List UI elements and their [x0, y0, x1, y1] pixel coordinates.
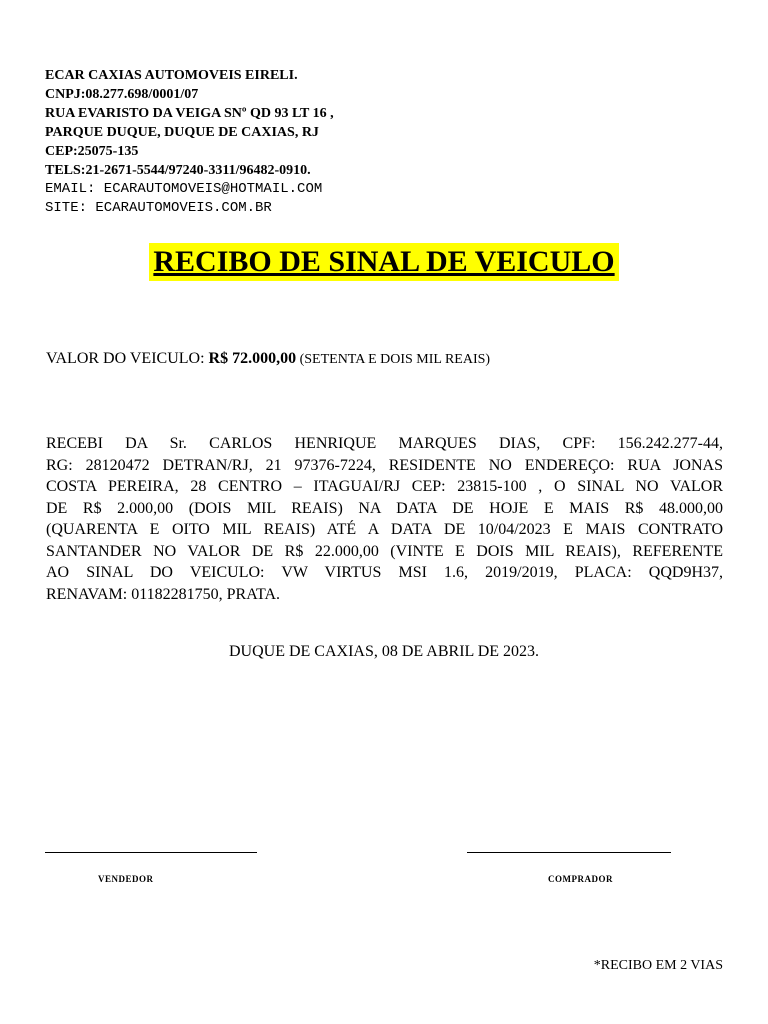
- seller-signature-line: [45, 852, 257, 853]
- company-email: EMAIL: ECARAUTOMOVEIS@HOTMAIL.COM: [45, 181, 323, 197]
- receipt-body: [46, 433, 723, 605]
- vehicle-value-label: VALOR DO VEICULO:: [46, 350, 209, 367]
- vehicle-value: [46, 350, 490, 368]
- company-phones: TELS:21-2671-5544/97240-3311/96482-0910.: [45, 163, 311, 178]
- document-title: RECIBO DE SINAL DE VEICULO: [149, 243, 618, 281]
- receipt-body-line: RECEBI DA Sr. CARLOS HENRIQUE MARQUES DIAS, CPF: 156.242.277-44,: [46, 435, 723, 452]
- company-site: SITE: ECARAUTOMOVEIS.COM.BR: [45, 200, 272, 216]
- footer-note: *RECIBO EM 2 VIAS: [593, 958, 723, 973]
- receipt-body-line: AO SINAL DO VEICULO: VW VIRTUS MSI 1.6, 2019/2019, PLACA: QQD9H37,: [46, 564, 723, 581]
- company-cep: CEP:25075-135: [45, 144, 139, 159]
- receipt-body-line: DE R$ 2.000,00 (DOIS MIL REAIS) NA DATA DE HOJE E MAIS R$ 48.000,00: [46, 499, 723, 517]
- seller-label: VENDEDOR: [98, 874, 154, 884]
- receipt-body-line: RG: 28120472 DETRAN/RJ, 21 97376-7224, RESIDENTE NO ENDEREÇO: RUA JONAS: [46, 456, 723, 474]
- company-name: ECAR CAXIAS AUTOMOVEIS EIRELI.: [45, 68, 298, 83]
- title-container: [0, 243, 768, 281]
- date-line: DUQUE DE CAXIAS, 08 DE ABRIL DE 2023.: [228, 643, 540, 660]
- buyer-label: COMPRADOR: [548, 874, 613, 884]
- buyer-signature-line: [467, 852, 671, 853]
- company-cnpj: CNPJ:08.277.698/0001/07: [45, 87, 199, 102]
- vehicle-value-amount: R$ 72.000,00: [208, 350, 297, 367]
- receipt-body-line: SANTANDER NO VALOR DE R$ 22.000,00 (VINTE E DOIS MIL REAIS), REFERENTE: [46, 542, 723, 560]
- receipt-body-line: RENAVAM: 01182281750, PRATA.: [46, 585, 281, 603]
- company-header: [45, 66, 565, 218]
- company-address-line1: RUA EVARISTO DA VEIGA SNº QD 93 LT 16 ,: [45, 106, 334, 121]
- receipt-body-line: COSTA PEREIRA, 28 CENTRO – ITAGUAI/RJ CEP: 23815-100 , O SINAL NO VALOR: [46, 478, 723, 495]
- vehicle-value-words: (SETENTA E DOIS MIL REAIS): [296, 352, 491, 367]
- receipt-body-line: (QUARENTA E OITO MIL REAIS) ATÉ A DATA DE 10/04/2023 E MAIS CONTRATO: [46, 521, 723, 538]
- company-address-line2: PARQUE DUQUE, DUQUE DE CAXIAS, RJ: [45, 125, 319, 140]
